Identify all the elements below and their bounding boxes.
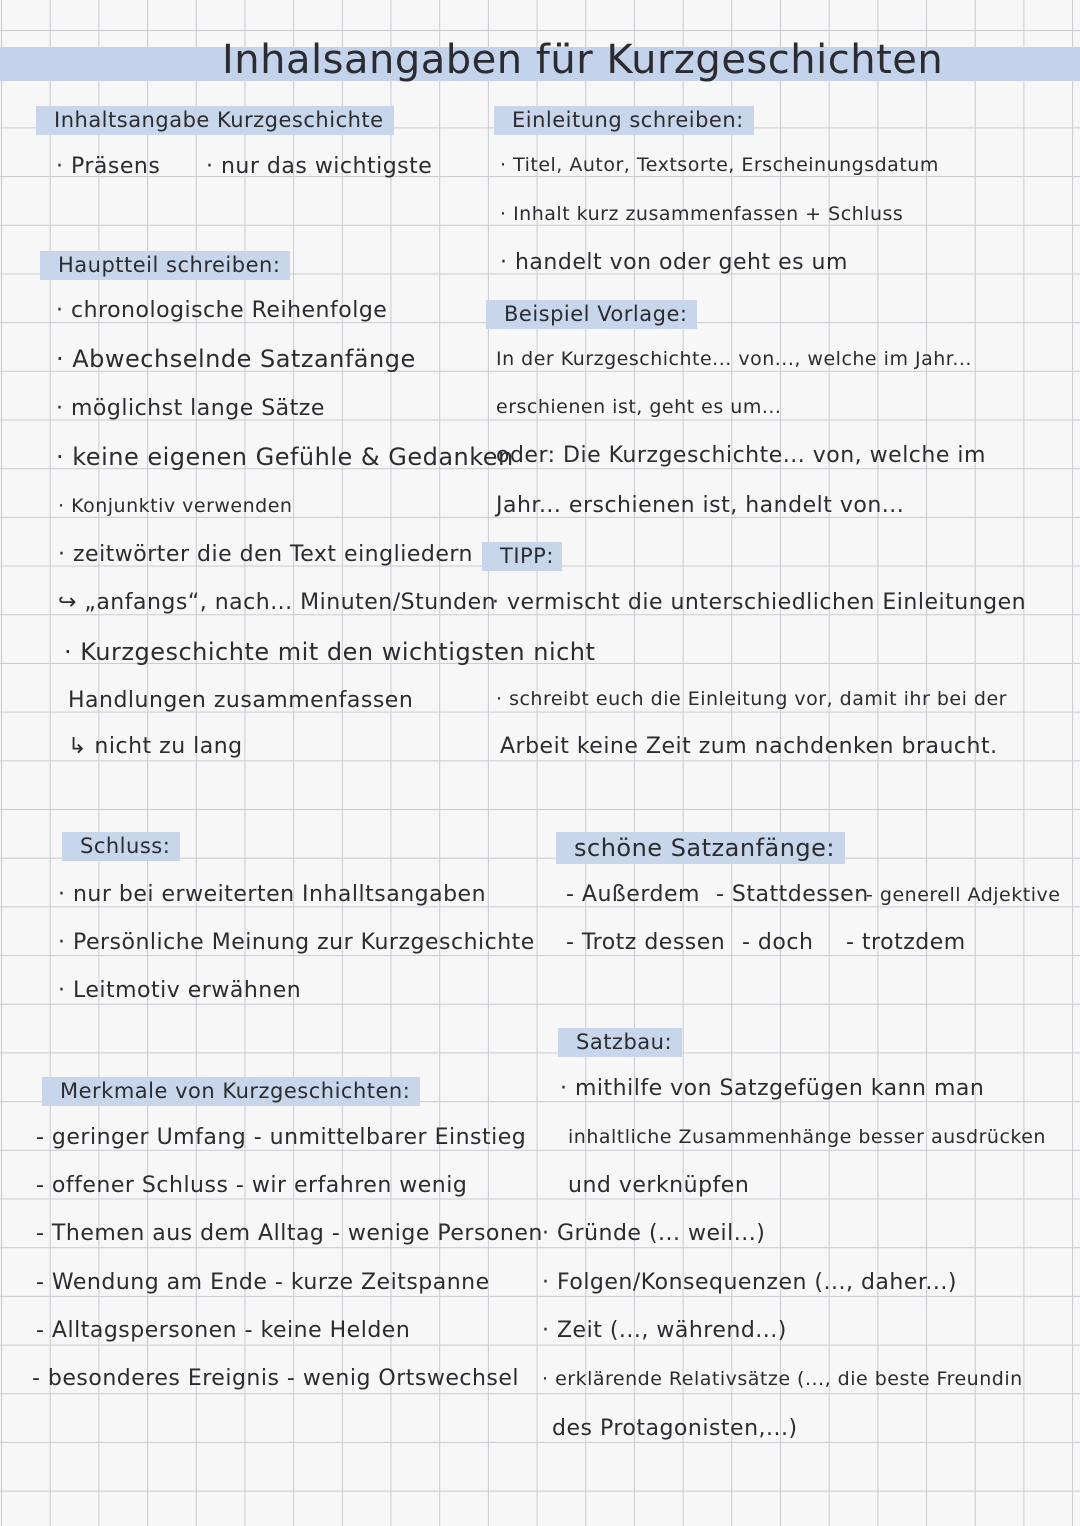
list-item: · Abwechselnde Satzanfänge [56, 345, 416, 373]
list-item: - offener Schluss - wir erfahren wenig [36, 1173, 468, 1198]
list-item: ↳ nicht zu lang [68, 734, 243, 759]
merkmale-heading: Merkmale von Kurzgeschichten: [42, 1077, 420, 1106]
list-item: - Stattdessen [716, 882, 869, 907]
list-item: · nur das wichtigste [206, 154, 433, 179]
list-item: · zeitwörter die den Text eingliedern [58, 542, 473, 567]
list-item: · chronologische Reihenfolge [56, 298, 388, 323]
list-item: · Gründe (... weil...) [542, 1221, 766, 1246]
list-item: In der Kurzgeschichte... von..., welche im Jahr... [496, 348, 972, 370]
page-title: Inhalsangaben für Kurzgeschichten [222, 37, 944, 83]
tipp-heading: TIPP: [482, 542, 562, 571]
list-item: · Inhalt kurz zusammenfassen + Schluss [500, 203, 904, 225]
list-item: - besonderes Ereignis - wenig Ortswechsel [32, 1366, 520, 1391]
list-item: - Wendung am Ende - kurze Zeitspanne [36, 1270, 490, 1295]
inhaltsangabe-heading: Inhaltsangabe Kurzgeschichte [36, 106, 394, 135]
list-item: · vermischt die unterschiedlichen Einleitungen [492, 590, 1027, 615]
list-item: - trotzdem [846, 930, 966, 955]
list-item: · Folgen/Konsequenzen (..., daher...) [542, 1270, 957, 1295]
list-item: ↪ „anfangs“, nach... Minuten/Stunden [58, 590, 497, 615]
list-item: · Leitmotiv erwähnen [58, 978, 302, 1003]
list-item: erschienen ist, geht es um... [496, 396, 782, 418]
hauptteil-heading: Hauptteil schreiben: [40, 251, 290, 280]
list-item: inhaltliche Zusammenhänge besser ausdrücken [568, 1126, 1046, 1148]
list-item: - geringer Umfang - unmittelbarer Einstieg [36, 1125, 527, 1150]
list-item: oder: Die Kurzgeschichte... von, welche im [496, 443, 986, 468]
list-item: - Themen aus dem Alltag - wenige Personen [36, 1221, 543, 1246]
satzanfaenge-heading: schöne Satzanfänge: [556, 832, 845, 864]
list-item: · nur bei erweiterten Inhalltsangaben [58, 882, 487, 907]
list-item: - generell Adjektive [866, 884, 1061, 906]
list-item: Arbeit keine Zeit zum nachdenken braucht. [500, 734, 998, 759]
list-item: · Persönliche Meinung zur Kurzgeschichte [58, 930, 535, 955]
beispiel-heading: Beispiel Vorlage: [486, 300, 697, 329]
list-item: · erklärende Relativsätze (..., die beste Freundin [542, 1368, 1023, 1390]
list-item: · keine eigenen Gefühle & Gedanken [56, 443, 514, 471]
list-item: - Trotz dessen [566, 930, 726, 955]
list-item: · Titel, Autor, Textsorte, Erscheinungsdatum [500, 154, 939, 176]
list-item: · schreibt euch die Einleitung vor, damit ihr bei der [496, 688, 1007, 710]
list-item: · Kurzgeschichte mit den wichtigsten nicht [64, 638, 596, 666]
list-item: · handelt von oder geht es um [500, 250, 848, 275]
list-item: - doch [742, 930, 814, 955]
list-item: Jahr... erschienen ist, handelt von... [496, 493, 905, 518]
list-item: und verknüpfen [568, 1173, 750, 1198]
einleitung-heading: Einleitung schreiben: [494, 106, 754, 135]
list-item: · möglichst lange Sätze [56, 396, 325, 421]
list-item: des Protagonisten,...) [552, 1416, 798, 1441]
list-item: - Außerdem [566, 882, 700, 907]
list-item: · mithilfe von Satzgefügen kann man [560, 1076, 985, 1101]
satzbau-heading: Satzbau: [558, 1028, 682, 1057]
list-item: Handlungen zusammenfassen [68, 688, 414, 713]
list-item: · Präsens [56, 154, 161, 179]
list-item: · Zeit (..., während...) [542, 1318, 787, 1343]
schluss-heading: Schluss: [62, 832, 180, 861]
list-item: - Alltagspersonen - keine Helden [36, 1318, 411, 1343]
list-item: · Konjunktiv verwenden [58, 495, 293, 517]
